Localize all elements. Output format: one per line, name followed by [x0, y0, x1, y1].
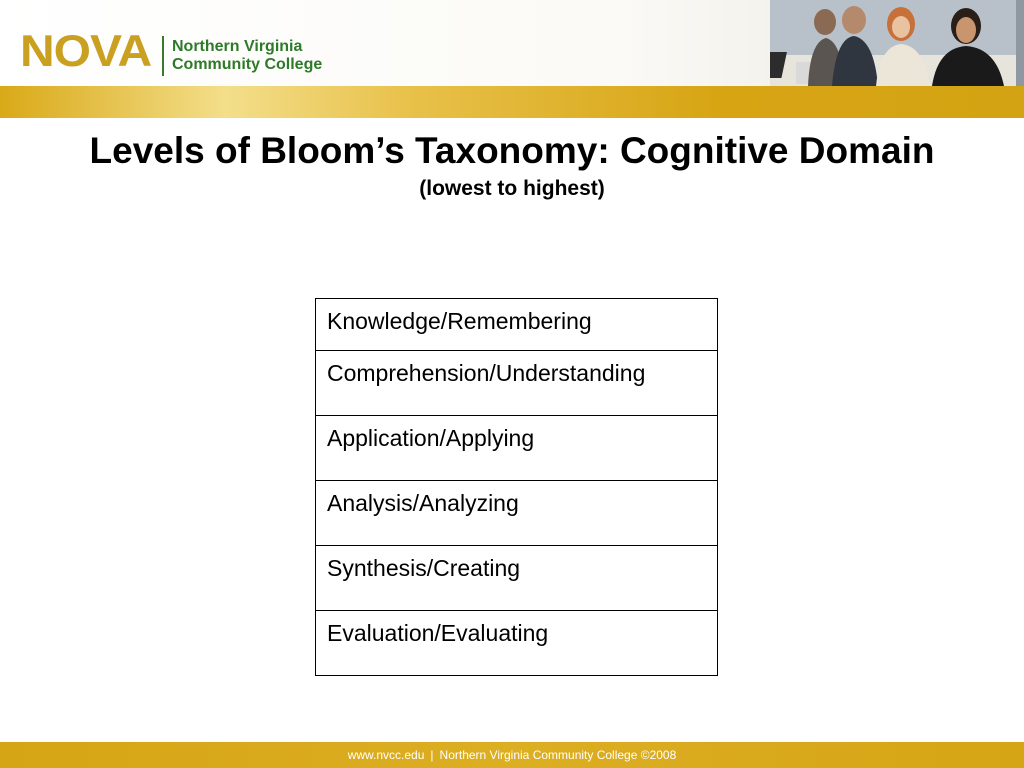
level-cell-analysis: Analysis/Analyzing [316, 481, 718, 546]
college-name-line2: Community College [172, 56, 323, 73]
footer-bar [0, 742, 1024, 768]
nova-logo: NOVA [20, 27, 152, 77]
level-cell-evaluation: Evaluation/Evaluating [316, 611, 718, 676]
footer-copyright: Northern Virginia Community College ©2008 [439, 748, 677, 762]
level-cell-application: Application/Applying [316, 416, 718, 481]
students-photo [770, 0, 1024, 86]
footer-url[interactable]: www.nvcc.edu [347, 748, 425, 762]
table-row [316, 611, 718, 676]
level-cell-comprehension: Comprehension/Understanding [316, 351, 718, 416]
table-row [316, 299, 718, 351]
table-row [316, 546, 718, 611]
table-row [316, 351, 718, 416]
header-banner [0, 0, 1024, 86]
college-name-line1: Northern Virginia [172, 38, 303, 55]
gold-accent-band [0, 86, 1024, 118]
students-photo-illustration [770, 0, 1024, 86]
footer-separator: | [430, 748, 434, 762]
table-row [316, 416, 718, 481]
slide-subtitle: (lowest to highest) [419, 177, 605, 200]
table-row [316, 481, 718, 546]
logo-divider [162, 36, 164, 76]
taxonomy-levels-table [315, 298, 718, 676]
level-cell-knowledge: Knowledge/Remembering [316, 299, 718, 351]
level-cell-synthesis: Synthesis/Creating [316, 546, 718, 611]
slide-title: Levels of Bloom’s Taxonomy: Cognitive Domain [89, 130, 935, 171]
